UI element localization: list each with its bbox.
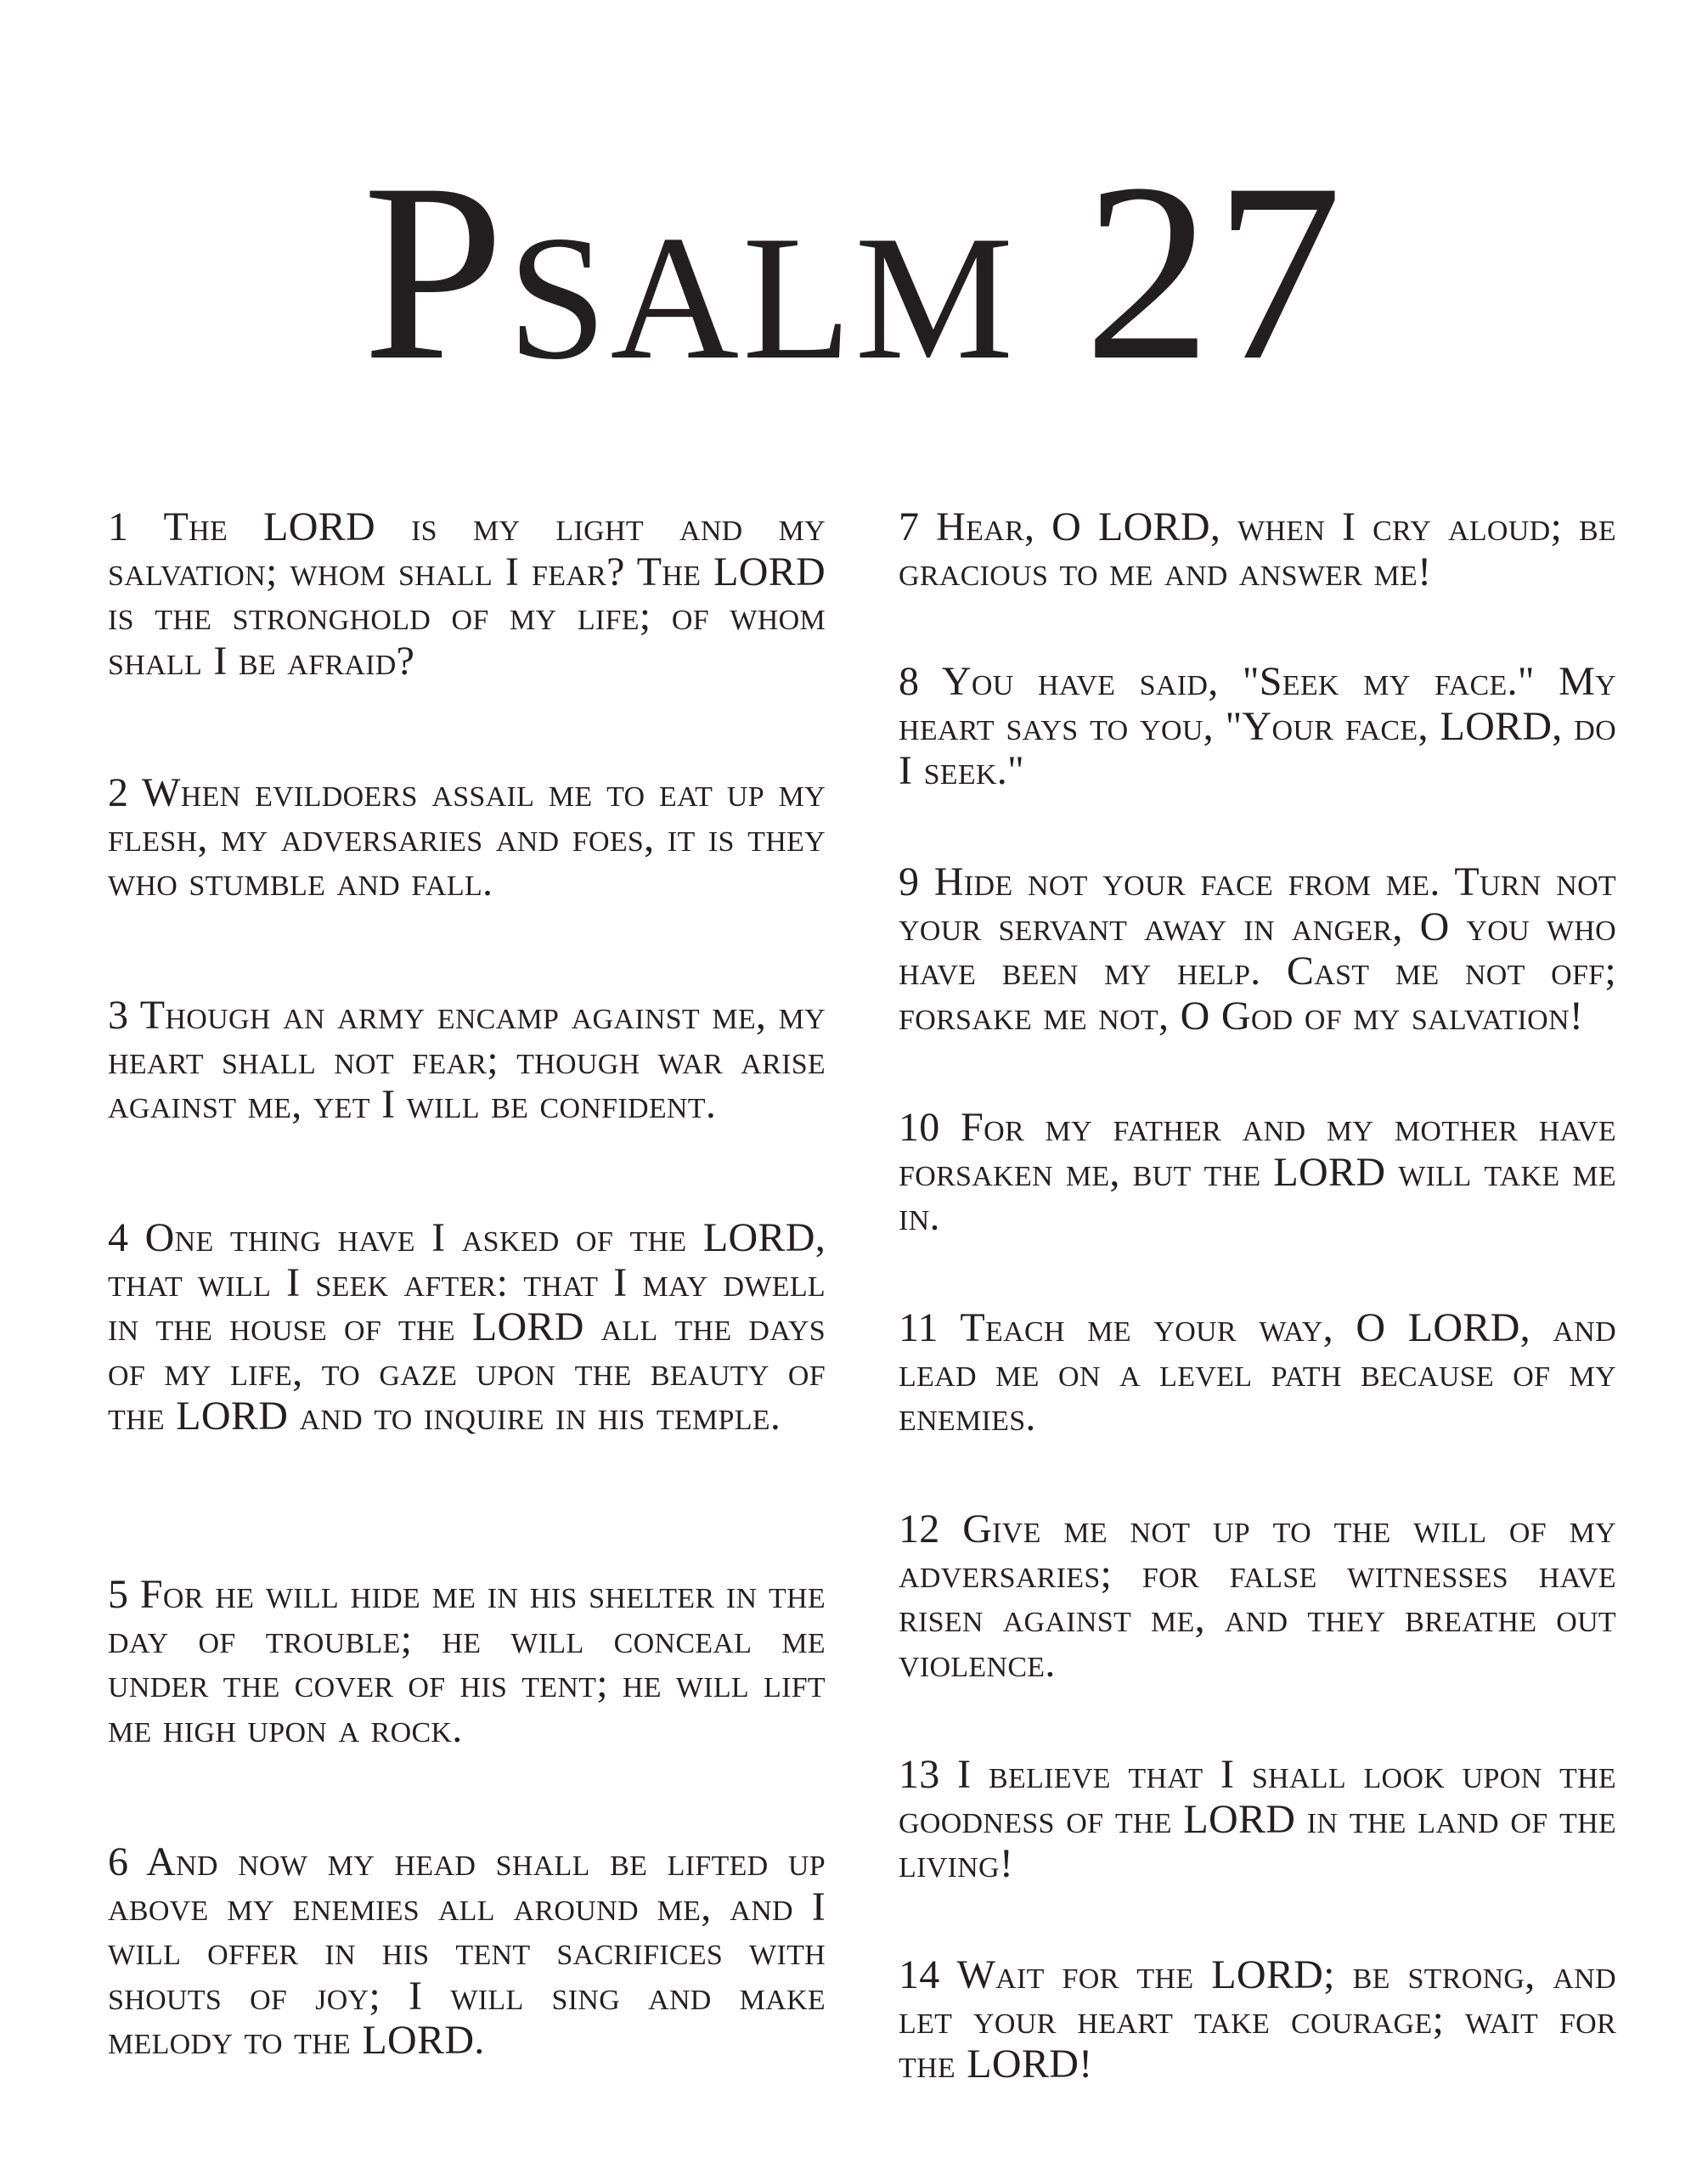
verse-7: 7 Hear, O LORD, when I cry aloud; be gracious to me and answer me! — [899, 504, 1616, 594]
verse-4: 4 One thing have I asked of the LORD, that will I seek after: that I may dwell in the house of the LORD all the days of my life, to gaze upon the beauty of the LORD and to inquire in his temple. — [108, 1215, 826, 1439]
verse-8: 8 You have said, "Seek my face." My heart says to you, "Your face, LORD, do I seek." — [899, 659, 1616, 793]
page-title: Psalm 27 — [362, 131, 1346, 413]
verse-5: 5 For he will hide me in his shelter in the day of trouble; he will conceal me under the cover of his tent; he will lift me high upon a rock. — [108, 1572, 826, 1751]
verse-10: 10 For my father and my mother have forsaken me, but the LORD will take me in. — [899, 1105, 1616, 1239]
verse-1: 1 The LORD is my light and my salvation; whom shall I fear? The LORD is the stronghold of my life; of whom shall I be afraid? — [108, 504, 826, 684]
verse-3: 3 Though an army encamp against me, my heart shall not fear; though war arise against me, yet I will be confident. — [108, 993, 826, 1127]
verse-12: 12 Give me not up to the will of my adversaries; for false witnesses have risen against me, and they breathe out violence. — [899, 1507, 1616, 1686]
verse-11: 11 Teach me your way, O LORD, and lead me on a level path because of my enemies. — [899, 1305, 1616, 1439]
verse-6: 6 And now my head shall be lifted up above my enemies all around me, and I will offer in his tent sacrifices with shouts of joy; I will sing and make melody to the LORD. — [108, 1839, 826, 2063]
verse-13: 13 I believe that I shall look upon the goodness of the LORD in the land of the living! — [899, 1752, 1616, 1886]
verse-9: 9 Hide not your face from me. Turn not your servant away in anger, O you who have been my help. Cast me not off; forsake me not, O God of my salvation! — [899, 859, 1616, 1039]
verse-14: 14 Wait for the LORD; be strong, and let your heart take courage; wait for the LORD! — [899, 1952, 1616, 2087]
verse-2: 2 When evildoers assail me to eat up my flesh, my adversaries and foes, it is they who stumble and fall. — [108, 770, 826, 904]
